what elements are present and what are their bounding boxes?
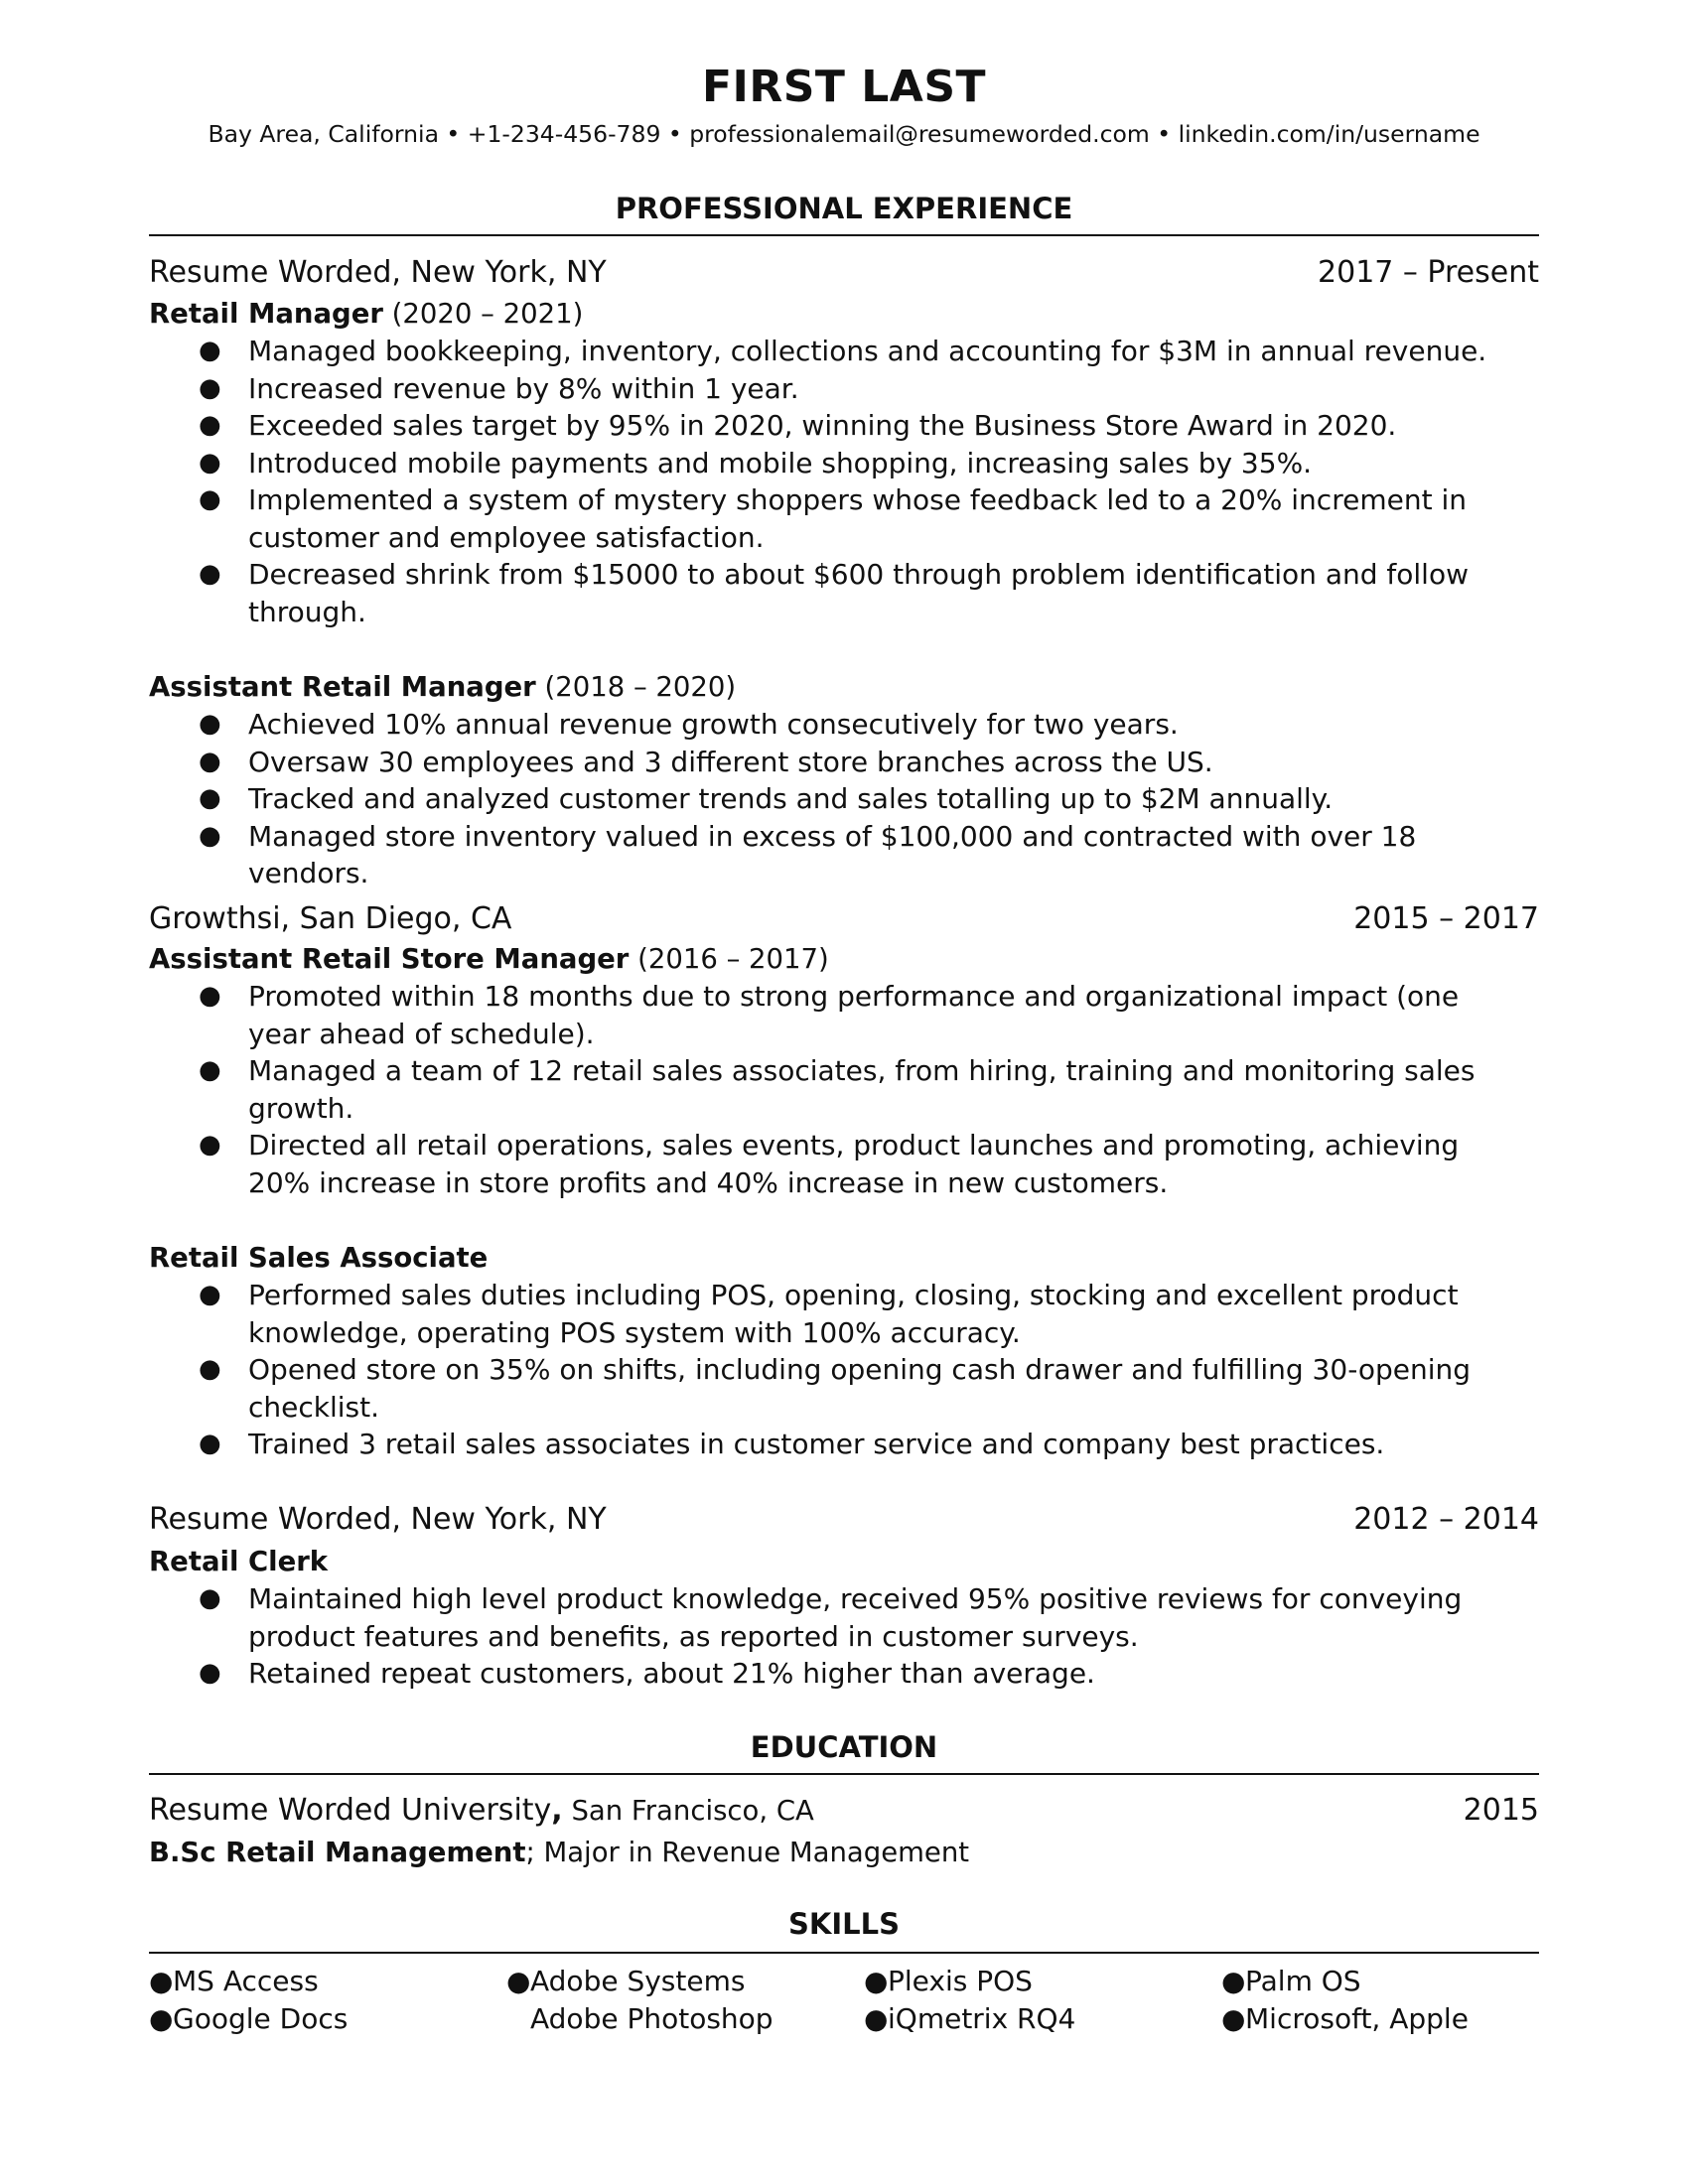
role-period: (2018 – 2020) [544, 671, 737, 703]
role-title: Retail Sales Associate [149, 1242, 489, 1274]
role-heading [149, 668, 1539, 706]
skill-label: iQmetrix RQ4 [888, 2002, 1076, 2035]
role-title: Retail Clerk [149, 1546, 329, 1577]
section-divider [149, 1773, 1539, 1775]
role-period: (2016 – 2017) [637, 943, 829, 975]
skill-label: Palm OS [1245, 1965, 1361, 1997]
role-title: Assistant Retail Manager [149, 671, 536, 703]
achievement-item [149, 1580, 1539, 1655]
bullet-icon: ● [199, 783, 221, 813]
bullet-icon: ● [199, 1658, 221, 1688]
achievement-text: Retained repeat customers, about 21% higher than average. [248, 1657, 1095, 1690]
bullet-icon: ● [199, 410, 221, 440]
school-name: Resume Worded University [149, 1793, 552, 1828]
role-heading [149, 1543, 1539, 1580]
achievement-item [149, 445, 1539, 482]
achievement-item [149, 818, 1539, 892]
bullet-icon: ● [199, 1280, 221, 1309]
degree-detail: ; Major in Revenue Management [525, 1837, 970, 1868]
employment-dates: 2015 – 2017 [1353, 901, 1539, 936]
skill-label: Google Docs [173, 2002, 349, 2035]
skill-item [506, 1963, 864, 2000]
resume-page [149, 0, 1539, 2184]
education-institution [149, 1790, 814, 1832]
achievement-item [149, 1127, 1539, 1201]
role-heading [149, 940, 1539, 978]
skill-label: Microsoft, Apple [1245, 2002, 1469, 2035]
section-title-education: EDUCATION [750, 1730, 938, 1764]
role-title: Assistant Retail Store Manager [149, 943, 630, 975]
achievement-item [149, 333, 1539, 370]
skill-item [864, 1963, 1221, 2000]
bullet-icon: ● [1221, 2002, 1246, 2035]
achievement-item [149, 780, 1539, 818]
achievement-text: Increased revenue by 8% within 1 year. [248, 371, 799, 405]
achievement-text: Achieved 10% annual revenue growth consecutively for two years. [248, 708, 1179, 741]
achievement-text: Opened store on 35% on shifts, including opening cash drawer and fulfilling 30-opening checklist. [248, 1353, 1471, 1424]
achievement-text: Managed a team of 12 retail sales associates, from hiring, training and monitoring sales growth. [248, 1054, 1476, 1125]
achievement-item [149, 481, 1539, 556]
achievement-list [149, 1580, 1539, 1693]
bullet-icon: ● [199, 1583, 221, 1613]
bullet-icon: ● [149, 1965, 174, 1997]
skill-item [506, 2000, 864, 2038]
achievement-list [149, 706, 1539, 892]
company-header [149, 1499, 1539, 1541]
skill-item [864, 2000, 1221, 2038]
company-name: Resume Worded, New York, NY [149, 255, 607, 290]
contact-line: Bay Area, California • +1-234-456-789 • professionalemail@resumeworded.com • linkedin.com/in/username [208, 120, 1480, 148]
education-header [149, 1790, 1539, 1832]
skill-item [1221, 2000, 1539, 2038]
achievement-text: Introduced mobile payments and mobile shopping, increasing sales by 35%. [248, 446, 1313, 479]
bullet-icon: ● [199, 981, 221, 1011]
candidate-name: FIRST LAST [701, 62, 987, 112]
achievement-item [149, 1426, 1539, 1463]
section-divider [149, 234, 1539, 236]
achievement-text: Maintained high level product knowledge, received 95% positive reviews for conveying product features and benefits, as reported in customer surveys. [248, 1582, 1463, 1653]
skill-label: Adobe Systems [530, 1965, 746, 1997]
achievement-item [149, 706, 1539, 744]
employment-dates: 2012 – 2014 [1353, 1502, 1539, 1537]
achievement-item [149, 978, 1539, 1052]
bullet-icon: ● [1221, 1965, 1246, 1997]
company-header [149, 252, 1539, 294]
bullet-icon: ● [506, 1965, 531, 1997]
achievement-list [149, 978, 1539, 1201]
bullet-icon: ● [864, 2002, 889, 2035]
achievement-list [149, 1277, 1539, 1463]
company-name: Growthsi, San Diego, CA [149, 901, 512, 936]
achievement-text: Exceeded sales target by 95% in 2020, winning the Business Store Award in 2020. [248, 409, 1397, 442]
bullet-icon: ● [199, 1130, 221, 1160]
skill-item [149, 2000, 506, 2038]
bullet-icon: ● [199, 1429, 221, 1458]
company-name: Resume Worded, New York, NY [149, 1502, 607, 1537]
degree-line [149, 1834, 1539, 1871]
achievement-text: Tracked and analyzed customer trends and sales totalling up to $2M annually. [248, 782, 1334, 815]
skill-label: Plexis POS [888, 1965, 1033, 1997]
skill-label: MS Access [173, 1965, 319, 1997]
achievement-item [149, 1351, 1539, 1426]
role-heading [149, 295, 1539, 333]
achievement-text: Directed all retail operations, sales events, product launches and promoting, achieving 20% increase in store profits and 40% increase in new customers. [248, 1129, 1460, 1199]
section-divider [149, 1952, 1539, 1954]
achievement-item [149, 1277, 1539, 1351]
section-title-skills: SKILLS [788, 1907, 900, 1941]
achievement-text: Trained 3 retail sales associates in customer service and company best practices. [248, 1428, 1385, 1460]
achievement-text: Performed sales duties including POS, opening, closing, stocking and excellent product knowledge, operating POS system with 100% accuracy. [248, 1279, 1459, 1349]
achievement-text: Managed store inventory valued in excess of $100,000 and contracted with over 18 vendors. [248, 819, 1417, 889]
achievement-item [149, 1052, 1539, 1127]
bullet-icon: ● [199, 709, 221, 739]
school-location: San Francisco, CA [562, 1795, 814, 1827]
bullet-icon: ● [199, 447, 221, 478]
bullet-icon: ● [199, 484, 221, 514]
bullet-icon: ● [864, 1965, 889, 1997]
skills-grid [149, 1963, 1539, 2038]
bullet-icon: ● [199, 336, 221, 365]
bullet-icon: ● [199, 372, 221, 403]
bullet-icon: ● [199, 559, 221, 589]
company-header [149, 898, 1539, 940]
skill-item [1221, 1963, 1539, 2000]
bullet-icon: ● [149, 2002, 174, 2035]
bullet-icon: ● [199, 1354, 221, 1384]
graduation-year: 2015 [1463, 1793, 1539, 1828]
bullet-icon: ● [199, 746, 221, 776]
skill-label: Adobe Photoshop [530, 2002, 774, 2035]
achievement-item [149, 1655, 1539, 1693]
role-period: (2020 – 2021) [391, 298, 584, 330]
achievement-text: Implemented a system of mystery shoppers whose feedback led to a 20% increment in customer and employee satisfaction. [248, 483, 1467, 554]
skill-item [149, 1963, 506, 2000]
achievement-text: Managed bookkeeping, inventory, collections and accounting for $3M in annual revenue. [248, 335, 1487, 367]
achievement-item [149, 370, 1539, 408]
bullet-icon: ● [199, 820, 221, 851]
role-title: Retail Manager [149, 298, 383, 330]
achievement-item [149, 407, 1539, 445]
achievement-list [149, 333, 1539, 630]
achievement-item [149, 556, 1539, 630]
achievement-text: Decreased shrink from $15000 to about $600 through problem identification and follow through. [248, 558, 1469, 628]
achievement-item [149, 744, 1539, 781]
achievement-text: Oversaw 30 employees and 3 different store branches across the US. [248, 745, 1213, 778]
section-title-experience: PROFESSIONAL EXPERIENCE [615, 192, 1073, 225]
role-heading [149, 1239, 1539, 1277]
achievement-text: Promoted within 18 months due to strong performance and organizational impact (one year ahead of schedule). [248, 980, 1460, 1050]
employment-dates: 2017 – Present [1318, 255, 1539, 290]
school-comma: , [551, 1793, 563, 1828]
degree-name: B.Sc Retail Management [149, 1837, 526, 1868]
bullet-icon: ● [199, 1055, 221, 1085]
